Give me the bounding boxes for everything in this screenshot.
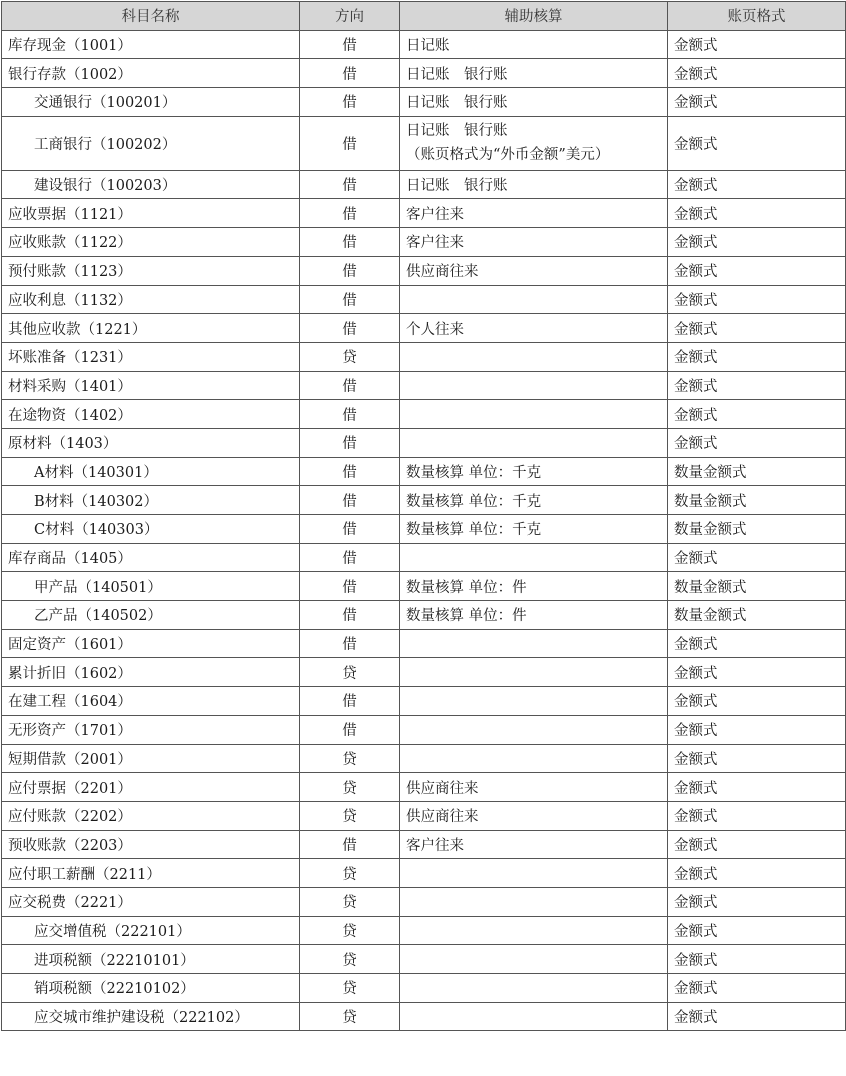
header-auxiliary: 辅助核算 xyxy=(400,2,668,31)
auxiliary-cell xyxy=(400,715,668,744)
table-row xyxy=(2,916,846,945)
format-cell: 金额式 xyxy=(668,658,846,687)
format-cell: 数量金额式 xyxy=(668,572,846,601)
account-name-cell: 原材料（1403） xyxy=(2,428,300,457)
format-cell: 金额式 xyxy=(668,543,846,572)
account-name-cell: 无形资产（1701） xyxy=(2,715,300,744)
format-cell: 金额式 xyxy=(668,801,846,830)
format-cell: 金额式 xyxy=(668,859,846,888)
format-cell: 金额式 xyxy=(668,228,846,257)
format-cell: 金额式 xyxy=(668,1002,846,1031)
format-cell: 金额式 xyxy=(668,916,846,945)
auxiliary-cell xyxy=(400,428,668,457)
auxiliary-cell: 日记账 银行账 xyxy=(400,88,668,117)
auxiliary-cell: 个人往来 xyxy=(400,314,668,343)
account-name-cell: 库存商品（1405） xyxy=(2,543,300,572)
direction-cell: 贷 xyxy=(300,1002,400,1031)
account-name-cell: 库存现金（1001） xyxy=(2,30,300,59)
account-name-cell: 坏账准备（1231） xyxy=(2,342,300,371)
format-cell: 金额式 xyxy=(668,170,846,199)
direction-cell: 借 xyxy=(300,572,400,601)
direction-cell: 借 xyxy=(300,515,400,544)
auxiliary-cell xyxy=(400,859,668,888)
table-row xyxy=(2,88,846,117)
direction-cell: 借 xyxy=(300,629,400,658)
direction-cell: 借 xyxy=(300,400,400,429)
table-row xyxy=(2,199,846,228)
account-table xyxy=(1,1,846,1031)
auxiliary-cell xyxy=(400,945,668,974)
auxiliary-cell: 供应商往来 xyxy=(400,773,668,802)
direction-cell: 借 xyxy=(300,30,400,59)
direction-cell: 借 xyxy=(300,830,400,859)
auxiliary-cell xyxy=(400,371,668,400)
auxiliary-cell xyxy=(400,342,668,371)
account-name-cell: 材料采购（1401） xyxy=(2,371,300,400)
direction-cell: 贷 xyxy=(300,801,400,830)
format-cell: 金额式 xyxy=(668,342,846,371)
account-name-cell: 进项税额（22210101） xyxy=(2,945,300,974)
direction-cell: 借 xyxy=(300,715,400,744)
format-cell: 金额式 xyxy=(668,116,846,170)
account-name-cell: 应付账款（2202） xyxy=(2,801,300,830)
direction-cell: 贷 xyxy=(300,945,400,974)
format-cell: 金额式 xyxy=(668,428,846,457)
direction-cell: 贷 xyxy=(300,342,400,371)
direction-cell: 贷 xyxy=(300,744,400,773)
format-cell: 金额式 xyxy=(668,400,846,429)
auxiliary-cell: 客户往来 xyxy=(400,228,668,257)
auxiliary-cell xyxy=(400,116,668,170)
format-cell: 金额式 xyxy=(668,88,846,117)
direction-cell: 借 xyxy=(300,59,400,88)
format-cell: 金额式 xyxy=(668,59,846,88)
table-row xyxy=(2,314,846,343)
auxiliary-cell xyxy=(400,285,668,314)
auxiliary-cell: 数量核算 单位：件 xyxy=(400,601,668,630)
direction-cell: 贷 xyxy=(300,916,400,945)
table-row xyxy=(2,116,846,170)
format-cell: 数量金额式 xyxy=(668,457,846,486)
account-name-cell: 在建工程（1604） xyxy=(2,687,300,716)
account-name-cell: 应收账款（1122） xyxy=(2,228,300,257)
format-cell: 金额式 xyxy=(668,629,846,658)
account-name-cell: 销项税额（22210102） xyxy=(2,974,300,1003)
direction-cell: 借 xyxy=(300,228,400,257)
table-row xyxy=(2,30,846,59)
table-row xyxy=(2,543,846,572)
table-body xyxy=(2,30,846,1031)
account-name-cell: 工商银行（100202） xyxy=(2,116,300,170)
direction-cell: 借 xyxy=(300,543,400,572)
account-name-cell: 累计折旧（1602） xyxy=(2,658,300,687)
auxiliary-cell xyxy=(400,1002,668,1031)
header-row xyxy=(2,2,846,31)
direction-cell: 借 xyxy=(300,199,400,228)
account-name-cell: 应收票据（1121） xyxy=(2,199,300,228)
table-row xyxy=(2,744,846,773)
table-row xyxy=(2,859,846,888)
auxiliary-line-1: 日记账 银行账 xyxy=(406,123,508,140)
auxiliary-cell: 日记账 xyxy=(400,30,668,59)
auxiliary-cell xyxy=(400,400,668,429)
format-cell: 金额式 xyxy=(668,687,846,716)
table-row xyxy=(2,400,846,429)
auxiliary-cell: 客户往来 xyxy=(400,830,668,859)
account-name-cell: 其他应收款（1221） xyxy=(2,314,300,343)
direction-cell: 借 xyxy=(300,486,400,515)
direction-cell: 借 xyxy=(300,170,400,199)
account-name-cell: 应付票据（2201） xyxy=(2,773,300,802)
table-row xyxy=(2,629,846,658)
account-name-cell: 建设银行（100203） xyxy=(2,170,300,199)
account-name-cell: 银行存款（1002） xyxy=(2,59,300,88)
direction-cell: 借 xyxy=(300,116,400,170)
table-row xyxy=(2,974,846,1003)
direction-cell: 贷 xyxy=(300,859,400,888)
format-cell: 金额式 xyxy=(668,887,846,916)
direction-cell: 借 xyxy=(300,285,400,314)
auxiliary-cell xyxy=(400,744,668,773)
auxiliary-cell: 供应商往来 xyxy=(400,801,668,830)
direction-cell: 借 xyxy=(300,371,400,400)
account-name-cell: 交通银行（100201） xyxy=(2,88,300,117)
account-name-cell: C材料（140303） xyxy=(2,515,300,544)
account-name-cell: 应交增值税（222101） xyxy=(2,916,300,945)
direction-cell: 借 xyxy=(300,88,400,117)
account-name-cell: 应交城市维护建设税（222102） xyxy=(2,1002,300,1031)
table-row xyxy=(2,572,846,601)
table-row xyxy=(2,228,846,257)
table-row xyxy=(2,256,846,285)
format-cell: 金额式 xyxy=(668,744,846,773)
direction-cell: 借 xyxy=(300,457,400,486)
table-row xyxy=(2,887,846,916)
table-row xyxy=(2,170,846,199)
auxiliary-cell: 日记账 银行账 xyxy=(400,170,668,199)
table-row xyxy=(2,515,846,544)
format-cell: 金额式 xyxy=(668,256,846,285)
header-format: 账页格式 xyxy=(668,2,846,31)
table-row xyxy=(2,658,846,687)
auxiliary-cell: 数量核算 单位：件 xyxy=(400,572,668,601)
direction-cell: 借 xyxy=(300,428,400,457)
table-row xyxy=(2,285,846,314)
format-cell: 金额式 xyxy=(668,314,846,343)
table-row xyxy=(2,801,846,830)
auxiliary-cell xyxy=(400,974,668,1003)
auxiliary-cell xyxy=(400,658,668,687)
direction-cell: 贷 xyxy=(300,773,400,802)
account-name-cell: 预收账款（2203） xyxy=(2,830,300,859)
format-cell: 金额式 xyxy=(668,773,846,802)
direction-cell: 借 xyxy=(300,256,400,285)
direction-cell: 借 xyxy=(300,601,400,630)
table-row xyxy=(2,59,846,88)
header-direction: 方向 xyxy=(300,2,400,31)
direction-cell: 贷 xyxy=(300,974,400,1003)
format-cell: 金额式 xyxy=(668,285,846,314)
account-name-cell: 应收利息（1132） xyxy=(2,285,300,314)
account-name-cell: A材料（140301） xyxy=(2,457,300,486)
table-row xyxy=(2,773,846,802)
auxiliary-cell xyxy=(400,629,668,658)
format-cell: 数量金额式 xyxy=(668,515,846,544)
account-name-cell: 固定资产（1601） xyxy=(2,629,300,658)
auxiliary-cell xyxy=(400,887,668,916)
auxiliary-cell: 供应商往来 xyxy=(400,256,668,285)
auxiliary-cell xyxy=(400,916,668,945)
format-cell: 金额式 xyxy=(668,371,846,400)
format-cell: 金额式 xyxy=(668,974,846,1003)
table-header xyxy=(2,2,846,31)
account-name-cell: 应交税费（2221） xyxy=(2,887,300,916)
account-name-cell: B材料（140302） xyxy=(2,486,300,515)
account-name-cell: 应付职工薪酬（2211） xyxy=(2,859,300,888)
format-cell: 金额式 xyxy=(668,199,846,228)
table-row xyxy=(2,715,846,744)
auxiliary-line-2: （账页格式为“外币金额”美元） xyxy=(406,147,610,164)
account-name-cell: 乙产品（140502） xyxy=(2,601,300,630)
table-row xyxy=(2,1002,846,1031)
auxiliary-cell: 数量核算 单位：千克 xyxy=(400,515,668,544)
auxiliary-cell xyxy=(400,687,668,716)
table-row xyxy=(2,457,846,486)
account-name-cell: 在途物资（1402） xyxy=(2,400,300,429)
account-name-cell: 甲产品（140501） xyxy=(2,572,300,601)
format-cell: 数量金额式 xyxy=(668,486,846,515)
table-row xyxy=(2,601,846,630)
direction-cell: 贷 xyxy=(300,887,400,916)
format-cell: 金额式 xyxy=(668,715,846,744)
table-row xyxy=(2,945,846,974)
header-account-name: 科目名称 xyxy=(2,2,300,31)
format-cell: 金额式 xyxy=(668,30,846,59)
direction-cell: 贷 xyxy=(300,658,400,687)
auxiliary-cell: 数量核算 单位：千克 xyxy=(400,457,668,486)
account-name-cell: 短期借款（2001） xyxy=(2,744,300,773)
format-cell: 金额式 xyxy=(668,830,846,859)
auxiliary-cell xyxy=(400,543,668,572)
direction-cell: 借 xyxy=(300,314,400,343)
table-row xyxy=(2,342,846,371)
auxiliary-cell: 客户往来 xyxy=(400,199,668,228)
format-cell: 数量金额式 xyxy=(668,601,846,630)
table-row xyxy=(2,830,846,859)
table-row xyxy=(2,371,846,400)
auxiliary-cell: 数量核算 单位：千克 xyxy=(400,486,668,515)
direction-cell: 借 xyxy=(300,687,400,716)
auxiliary-cell: 日记账 银行账 xyxy=(400,59,668,88)
account-name-cell: 预付账款（1123） xyxy=(2,256,300,285)
table-row xyxy=(2,428,846,457)
table-row xyxy=(2,687,846,716)
table-row xyxy=(2,486,846,515)
format-cell: 金额式 xyxy=(668,945,846,974)
